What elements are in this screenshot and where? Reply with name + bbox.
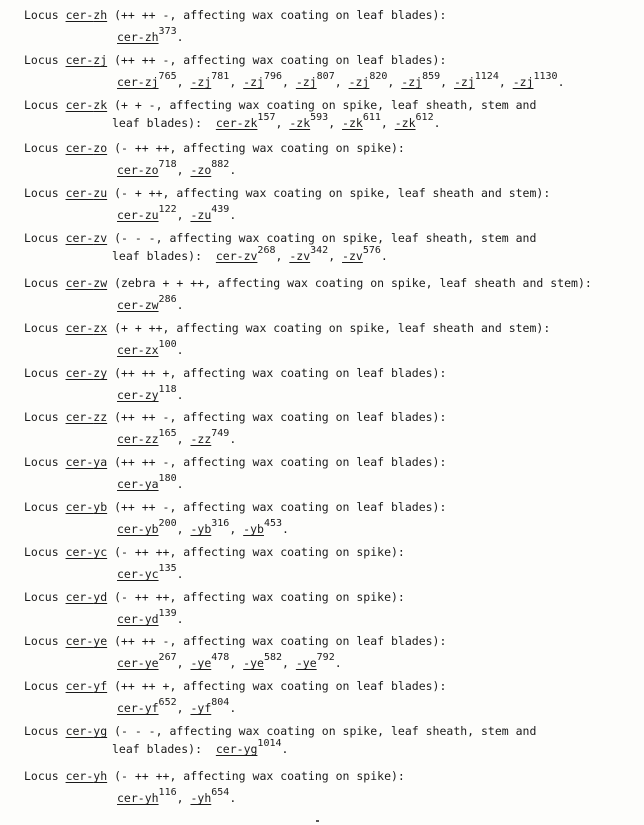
allele-name: -zv xyxy=(289,249,311,263)
allele-name: -yf xyxy=(190,701,212,715)
gene-prefix: cer- xyxy=(65,276,94,290)
locus-label: Locus xyxy=(24,366,59,380)
gene-code: zy xyxy=(93,366,108,380)
allele xyxy=(215,112,276,130)
allele xyxy=(289,245,329,263)
locus-gene-symbol xyxy=(66,276,108,290)
gene-code: zh xyxy=(93,8,108,22)
allele-line: cer-$yb^{200}$, $-yb^{316}$, $-yb^{453}$. xyxy=(117,518,289,536)
locus-heading xyxy=(24,455,639,469)
locus-entry xyxy=(24,500,639,536)
allele xyxy=(342,245,381,263)
locus-gene-symbol xyxy=(66,98,108,112)
locus-description: (++ ++ +, affecting wax coating on leaf blades): xyxy=(114,366,447,380)
allele-name: -zo xyxy=(190,163,212,177)
allele xyxy=(117,294,177,312)
allele-name: -zj xyxy=(190,75,212,89)
gene-prefix: cer- xyxy=(65,769,94,783)
allele-line: leaf blades): cer-$zk^{157}$, $-zk^{593}$, $-zk^{611}$, $-zk^{612}$. xyxy=(112,112,441,130)
allele-name: cer-ya xyxy=(117,477,159,491)
allele xyxy=(117,26,177,44)
gene-prefix: cer- xyxy=(65,98,94,112)
locus-heading xyxy=(24,276,639,290)
allele-name: cer-yd xyxy=(117,612,159,626)
allele-name: cer-zu xyxy=(117,208,159,222)
gene-prefix: cer- xyxy=(65,455,94,469)
locus-entry xyxy=(24,231,639,263)
allele-number: 268 xyxy=(257,245,276,256)
allele-name: -zz xyxy=(190,432,212,446)
allele xyxy=(289,112,329,130)
locus-entry xyxy=(24,590,639,626)
allele-line: cer-$yc^{135}$. xyxy=(117,563,184,581)
allele xyxy=(453,71,499,89)
locus-gene-symbol xyxy=(66,141,108,155)
locus-description: (++ ++ -, affecting wax coating on leaf blades): xyxy=(114,8,447,22)
locus-label: Locus xyxy=(24,634,59,648)
locus-description: (- - -, affecting wax coating on spike, leaf sheath, stem and xyxy=(114,231,537,245)
locus-description: (++ ++ -, affecting wax coating on leaf blades): xyxy=(114,410,447,424)
locus-description: (- ++ ++, affecting wax coating on spike): xyxy=(114,590,405,604)
locus-heading xyxy=(24,679,639,693)
gene-code: yc xyxy=(93,545,108,559)
allele-name: cer-zj xyxy=(117,75,159,89)
allele-name: -zj xyxy=(512,75,534,89)
locus-gene-symbol xyxy=(66,8,108,22)
locus-description: (+ + ++, affecting wax coating on spike, leaf sheath and stem): xyxy=(114,321,551,335)
gene-code: yb xyxy=(93,500,108,514)
locus-heading xyxy=(24,98,639,112)
allele-line: cer-$zz^{165}$, $-zz^{749}$. xyxy=(117,428,237,446)
allele-number: 807 xyxy=(316,71,335,82)
locus-heading xyxy=(24,545,639,559)
gene-prefix: cer- xyxy=(65,590,94,604)
allele-number: 652 xyxy=(158,697,177,708)
allele-name: cer-zo xyxy=(117,163,159,177)
allele xyxy=(512,71,558,89)
locus-gene-symbol xyxy=(66,679,108,693)
allele-name: -ye xyxy=(295,656,317,670)
description-continuation: leaf blades): xyxy=(112,742,203,756)
allele-number: 122 xyxy=(158,204,177,215)
allele-number: 654 xyxy=(211,787,230,798)
allele-number: 792 xyxy=(316,652,335,663)
locus-label: Locus xyxy=(24,500,59,514)
allele-number: 781 xyxy=(211,71,230,82)
allele-name: -zk xyxy=(394,116,416,130)
gene-code: zx xyxy=(93,321,108,335)
locus-label: Locus xyxy=(24,724,59,738)
gene-code: zo xyxy=(93,141,108,155)
locus-gene-symbol xyxy=(66,634,108,648)
locus-gene-symbol xyxy=(66,186,108,200)
locus-gene-symbol xyxy=(66,53,108,67)
locus-heading xyxy=(24,186,639,200)
allele xyxy=(190,652,230,670)
allele-number: 453 xyxy=(263,518,283,529)
gene-code: yf xyxy=(93,679,108,693)
allele-line: cer-$zo^{718}$, $-zo^{882}$. xyxy=(117,159,237,177)
locus-gene-symbol xyxy=(66,500,108,514)
allele-number: 820 xyxy=(369,71,388,82)
allele xyxy=(243,71,283,89)
gene-code: yh xyxy=(93,769,108,783)
locus-label: Locus xyxy=(24,276,59,290)
allele xyxy=(401,71,441,89)
gene-prefix: cer- xyxy=(65,186,94,200)
allele xyxy=(190,518,230,536)
allele-number: 200 xyxy=(158,518,177,529)
locus-heading xyxy=(24,634,639,648)
page-mark xyxy=(316,820,319,822)
locus-label: Locus xyxy=(24,141,59,155)
locus-entry xyxy=(24,634,639,670)
locus-label: Locus xyxy=(24,410,59,424)
allele-number: 1014 xyxy=(257,738,282,749)
allele-number: 157 xyxy=(257,112,276,123)
allele-number: 165 xyxy=(158,428,177,439)
allele xyxy=(348,71,388,89)
locus-gene-symbol xyxy=(66,769,108,783)
allele-name: -zj xyxy=(348,75,370,89)
gene-prefix: cer- xyxy=(65,410,94,424)
allele-number: 100 xyxy=(158,339,177,350)
allele-name: cer-zy xyxy=(117,388,159,402)
allele xyxy=(190,697,230,715)
allele xyxy=(243,518,283,536)
allele-name: cer-yc xyxy=(117,567,159,581)
gene-prefix: cer- xyxy=(65,634,94,648)
allele-name: -zj xyxy=(401,75,423,89)
allele xyxy=(394,112,434,130)
allele-number: 718 xyxy=(158,159,177,170)
gene-code: yd xyxy=(93,590,108,604)
allele-number: 1124 xyxy=(474,71,499,82)
allele-number: 576 xyxy=(362,245,381,256)
allele-number: 118 xyxy=(158,384,177,395)
allele-number: 765 xyxy=(158,71,177,82)
allele xyxy=(117,652,177,670)
locus-description: (- ++ ++, affecting wax coating on spike): xyxy=(114,769,405,783)
locus-heading xyxy=(24,769,639,783)
gene-prefix: cer- xyxy=(65,366,94,380)
allele-name: -ye xyxy=(243,656,264,670)
locus-heading xyxy=(24,141,639,155)
allele xyxy=(117,518,177,536)
allele-name: cer-zk xyxy=(215,116,258,130)
locus-heading xyxy=(24,500,639,514)
locus-gene-symbol xyxy=(66,455,108,469)
allele-name: -yb xyxy=(190,522,212,536)
locus-heading xyxy=(24,724,639,738)
locus-gene-symbol xyxy=(66,366,108,380)
gene-code: yg xyxy=(93,724,108,738)
allele-number: 804 xyxy=(211,697,230,708)
locus-heading xyxy=(24,8,639,22)
gene-code: zk xyxy=(93,98,108,112)
allele-line: cer-$zw^{286}$. xyxy=(117,294,184,312)
locus-entry xyxy=(24,98,639,130)
locus-description: (- - -, affecting wax coating on spike, leaf sheath, stem and xyxy=(114,724,537,738)
allele xyxy=(117,339,177,357)
locus-label: Locus xyxy=(24,98,59,112)
allele xyxy=(243,652,283,670)
allele-number: 612 xyxy=(415,112,434,123)
allele-number: 611 xyxy=(362,112,381,123)
locus-gene-symbol xyxy=(66,724,108,738)
allele-name: -zu xyxy=(190,208,212,222)
locus-gene-symbol xyxy=(66,231,108,245)
allele xyxy=(190,204,230,222)
gene-prefix: cer- xyxy=(65,231,94,245)
allele xyxy=(190,428,230,446)
allele-name: cer-ye xyxy=(117,656,159,670)
gene-code: zz xyxy=(93,410,108,424)
locus-entry xyxy=(24,410,639,446)
gene-prefix: cer- xyxy=(65,545,94,559)
allele-number: 180 xyxy=(158,473,177,484)
locus-description: (+ + -, affecting wax coating on spike, leaf sheath, stem and xyxy=(114,98,537,112)
locus-description: (- + ++, affecting wax coating on spike, leaf sheath and stem): xyxy=(114,186,551,200)
allele xyxy=(117,71,177,89)
locus-heading xyxy=(24,410,639,424)
gene-prefix: cer- xyxy=(65,724,94,738)
allele-line: cer-$yh^{116}$, $-yh^{654}$. xyxy=(117,787,237,805)
allele-line: cer-$zx^{100}$. xyxy=(117,339,184,357)
locus-entry xyxy=(24,366,639,402)
gene-prefix: cer- xyxy=(65,53,94,67)
locus-description: (++ ++ -, affecting wax coating on leaf blades): xyxy=(114,455,447,469)
locus-description: (zebra + + ++, affecting wax coating on spike, leaf sheath and stem): xyxy=(114,276,592,290)
description-continuation: leaf blades): xyxy=(112,116,203,130)
locus-gene-symbol xyxy=(66,545,108,559)
allele-line: cer-$yd^{139}$. xyxy=(117,608,184,626)
gene-prefix: cer- xyxy=(65,8,94,22)
allele-number: 439 xyxy=(211,204,230,215)
allele-name: -zk xyxy=(289,116,311,130)
locus-label: Locus xyxy=(24,53,59,67)
allele xyxy=(190,71,230,89)
gene-code: ya xyxy=(93,455,108,469)
allele-number: 139 xyxy=(158,608,177,619)
locus-label: Locus xyxy=(24,679,59,693)
allele-number: 749 xyxy=(211,428,230,439)
allele-name: -yh xyxy=(190,791,212,805)
allele-name: cer-zv xyxy=(215,249,258,263)
allele xyxy=(215,738,282,756)
locus-heading xyxy=(24,366,639,380)
allele-name: cer-yb xyxy=(117,522,159,536)
allele-name: -zv xyxy=(342,249,363,263)
locus-heading xyxy=(24,231,639,245)
allele-name: cer-zh xyxy=(117,30,159,44)
allele xyxy=(295,71,335,89)
locus-description: (- ++ ++, affecting wax coating on spike): xyxy=(114,141,405,155)
allele-line: cer-$yf^{652}$, $-yf^{804}$. xyxy=(117,697,237,715)
gene-prefix: cer- xyxy=(65,141,94,155)
locus-entry xyxy=(24,724,639,756)
allele-name: cer-zw xyxy=(117,298,159,312)
locus-gene-symbol xyxy=(66,590,108,604)
gene-prefix: cer- xyxy=(65,321,94,335)
allele-number: 796 xyxy=(263,71,283,82)
locus-description: (++ ++ -, affecting wax coating on leaf blades): xyxy=(114,53,447,67)
allele-line: cer-$ye^{267}$, $-ye^{478}$, $-ye^{582}$, $-ye^{792}$. xyxy=(117,652,342,670)
allele-number: 135 xyxy=(158,563,177,574)
locus-label: Locus xyxy=(24,590,59,604)
allele xyxy=(342,112,381,130)
gene-code: zw xyxy=(93,276,108,290)
locus-gene-symbol xyxy=(66,410,108,424)
gene-code: zj xyxy=(93,53,108,67)
allele xyxy=(190,159,230,177)
allele-line: cer-$ya^{180}$. xyxy=(117,473,184,491)
allele-number: 582 xyxy=(263,652,283,663)
allele-name: cer-zx xyxy=(117,343,159,357)
allele-name: -yb xyxy=(243,522,264,536)
locus-gene-symbol xyxy=(66,321,108,335)
locus-label: Locus xyxy=(24,455,59,469)
locus-label: Locus xyxy=(24,186,59,200)
allele xyxy=(117,563,177,581)
locus-entry xyxy=(24,769,639,805)
locus-entry xyxy=(24,8,639,44)
allele xyxy=(295,652,335,670)
allele xyxy=(190,787,230,805)
locus-label: Locus xyxy=(24,545,59,559)
locus-entry xyxy=(24,186,639,222)
gene-prefix: cer- xyxy=(65,500,94,514)
allele xyxy=(215,245,276,263)
locus-entry xyxy=(24,545,639,581)
allele-name: -zk xyxy=(342,116,363,130)
allele xyxy=(117,384,177,402)
allele-number: 116 xyxy=(158,787,177,798)
allele-number: 593 xyxy=(310,112,329,123)
locus-entry xyxy=(24,141,639,177)
locus-entry xyxy=(24,321,639,357)
locus-label: Locus xyxy=(24,769,59,783)
allele-name: -ye xyxy=(190,656,212,670)
allele-line: cer-$zj^{765}$, $-zj^{781}$, $-zj^{796}$, $-zj^{807}$, $-zj^{820}$, $-zj^{859}$, $-zj^{1124}$, $-zj^{1130}$. xyxy=(117,71,565,89)
locus-description: (- ++ ++, affecting wax coating on spike): xyxy=(114,545,405,559)
allele-number: 1130 xyxy=(533,71,558,82)
locus-entry xyxy=(24,53,639,89)
allele-name: -zj xyxy=(453,75,475,89)
allele-name: -zj xyxy=(243,75,264,89)
locus-label: Locus xyxy=(24,8,59,22)
allele-name: cer-yh xyxy=(117,791,159,805)
locus-heading xyxy=(24,590,639,604)
locus-heading xyxy=(24,53,639,67)
allele-line: leaf blades): cer-$yg^{1014}$. xyxy=(112,738,289,756)
locus-label: Locus xyxy=(24,231,59,245)
locus-entry xyxy=(24,679,639,715)
allele-number: 316 xyxy=(211,518,230,529)
allele-line: leaf blades): cer-$zv^{268}$, $-zv^{342}$, $-zv^{576}$. xyxy=(112,245,388,263)
locus-description: (++ ++ -, affecting wax coating on leaf blades): xyxy=(114,634,447,648)
locus-entry xyxy=(24,455,639,491)
allele xyxy=(117,473,177,491)
locus-heading xyxy=(24,321,639,335)
gene-prefix: cer- xyxy=(65,679,94,693)
gene-code: ye xyxy=(93,634,108,648)
locus-label: Locus xyxy=(24,321,59,335)
allele-number: 286 xyxy=(158,294,177,305)
description-continuation: leaf blades): xyxy=(112,249,203,263)
allele xyxy=(117,608,177,626)
allele-number: 267 xyxy=(158,652,177,663)
gene-code: zu xyxy=(93,186,108,200)
locus-entry xyxy=(24,276,639,312)
allele-number: 882 xyxy=(211,159,230,170)
allele-number: 859 xyxy=(422,71,441,82)
locus-description: (++ ++ -, affecting wax coating on leaf blades): xyxy=(114,500,447,514)
allele-name: cer-yg xyxy=(215,742,258,756)
allele-line: cer-$zh^{373}$. xyxy=(117,26,184,44)
allele-name: -zj xyxy=(295,75,317,89)
allele-number: 342 xyxy=(310,245,329,256)
allele-line: cer-$zy^{118}$. xyxy=(117,384,184,402)
allele-number: 373 xyxy=(158,26,177,37)
allele-name: cer-zz xyxy=(117,432,159,446)
locus-description: (++ ++ +, affecting wax coating on leaf blades): xyxy=(114,679,447,693)
allele-name: cer-yf xyxy=(117,701,159,715)
allele-line: cer-$zu^{122}$, $-zu^{439}$. xyxy=(117,204,237,222)
gene-code: zv xyxy=(93,231,108,245)
allele-number: 478 xyxy=(211,652,230,663)
